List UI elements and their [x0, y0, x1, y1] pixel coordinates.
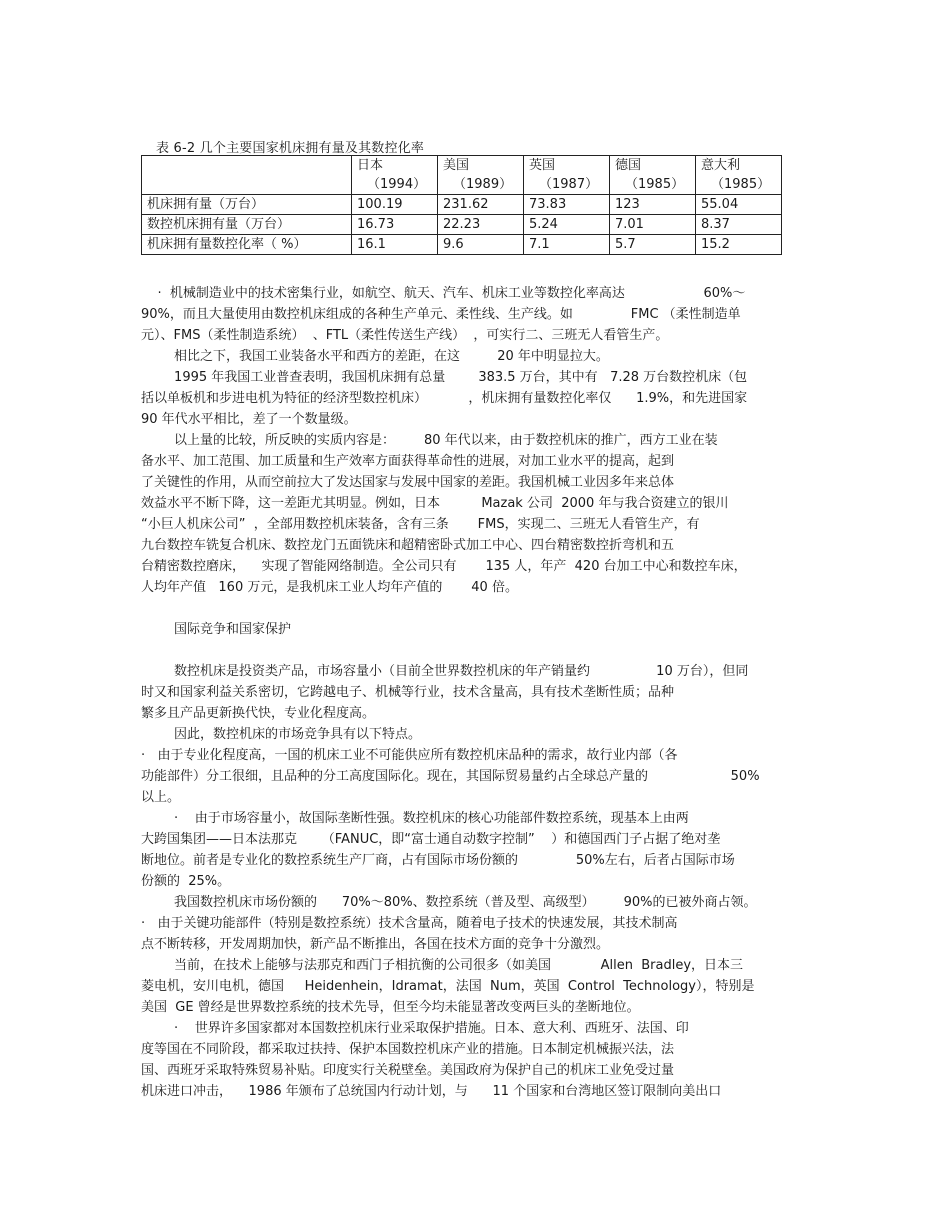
header-country: 美国 — [443, 158, 470, 173]
text-line: 国、西班牙采取特殊贸易补贴。印度实行关税壁垒。美国政府为保护自己的机床工业免受过量 — [141, 1063, 675, 1078]
table-cell: 231.62 — [438, 195, 524, 215]
table-header-cell — [352, 156, 438, 195]
table-corner-cell — [142, 156, 352, 195]
header-country: 德国 — [615, 158, 642, 173]
text-line: 90%，而且大量使用由数控机床组成的各种生产单元、柔性线、生产线。如 FMC （柔性制造单 — [141, 307, 741, 322]
table-cell: 8.37 — [696, 215, 782, 235]
text-line: 人均年产值 160 万元，是我机床工业人均年产值的 40 倍。 — [141, 580, 518, 595]
table-cell: 16.1 — [352, 235, 438, 255]
header-year: （1985） — [625, 177, 685, 192]
table-header-cell — [524, 156, 610, 195]
text-line: 机床进口冲击， 1986 年颁布了总统国内行动计划，与 11 个国家和台湾地区签订限制向美出口 — [141, 1084, 722, 1099]
row-label: 数控机床拥有量（万台） — [142, 215, 352, 235]
table-cell: 22.23 — [438, 215, 524, 235]
text-line: “小巨人机床公司” ，全部用数控机床装备，含有三条 FMS，实现二、三班无人看管生产，有 — [141, 517, 700, 532]
table-cell: 7.01 — [610, 215, 696, 235]
text-line: 当前，在技术上能够与法那克和西门子相抗衡的公司很多（如美国 Allen Bradley，日本三 — [141, 958, 744, 973]
table-header-row — [142, 156, 782, 195]
header-year: （1985） — [711, 177, 771, 192]
spacer — [141, 640, 811, 661]
text-line: 1995 年我国工业普查表明，我国机床拥有总量 383.5 万台，其中有 7.28 万台数控机床（包 — [141, 370, 748, 385]
text-line: 因此，数控机床的市场竞争具有以下特点。 — [141, 727, 422, 742]
text-line: 美国 GE 曾经是世界数控系统的技术先导，但至今均未能显著改变两巨头的垄断地位。 — [141, 1000, 640, 1015]
text-line: 繁多且产品更新换代快，专业化程度高。 — [141, 706, 376, 721]
text-line: 时又和国家利益关系密切，它跨越电子、机械等行业，技术含量高，具有技术垄断性质；品种 — [141, 685, 675, 700]
machine-tool-table — [141, 155, 782, 255]
row-label: 机床拥有量（万台） — [142, 195, 352, 215]
text-line: 我国数控机床市场份额的 70%～80%、数控系统（普及型、高级型） 90%的已被外商占领。 — [141, 895, 757, 910]
text-line: · 由于专业化程度高，一国的机床工业不可能供应所有数控机床品种的需求，故行业内部（各 — [141, 748, 678, 763]
text-line: 台精密数控磨床， 实现了智能网络制造。全公司只有 135 人，年产 420 台加工中心和数控车床， — [141, 559, 747, 574]
table-cell: 9.6 — [438, 235, 524, 255]
table-header-cell — [610, 156, 696, 195]
table-cell: 100.19 — [352, 195, 438, 215]
text-line: 相比之下，我国工业装备水平和西方的差距，在这 20 年中明显拉大。 — [141, 349, 609, 364]
text-line: 括以单板机和步进电机为特征的经济型数控机床） ，机床拥有量数控化率仅 1.9%，和先进国家 — [141, 391, 748, 406]
text-line: 菱电机，安川电机，德国 Heidenhein，Idramat，法国 Num，英国 Control Technology），特别是 — [141, 979, 755, 994]
table-cell: 123 — [610, 195, 696, 215]
header-country: 英国 — [529, 158, 556, 173]
text-line: · 机械制造业中的技术密集行业，如航空、航天、汽车、机床工业等数控化率高达 60%～ — [141, 286, 746, 301]
text-line: 大跨国集团——日本法那克 （FANUC，即“富士通自动数字控制” ）和德国西门子占据了绝对垄 — [141, 832, 721, 847]
text-line: 点不断转移，开发周期加快，新产品不断推出，各国在技术方面的竞争十分激烈。 — [141, 937, 610, 952]
table-header-cell — [438, 156, 524, 195]
text-line: · 由于关键功能部件（特别是数控系统）技术含量高，随着电子技术的快速发展，其技术制高 — [141, 916, 678, 931]
table-cell: 73.83 — [524, 195, 610, 215]
text-line: 元）、FMS（柔性制造系统） 、FTL（柔性传送生产线） ，可实行二、三班无人看管生产。 — [141, 328, 669, 343]
text-line: 度等国在不同阶段，都采取过扶持、保护本国数控机床产业的措施。日本制定机械振兴法，法 — [141, 1042, 675, 1057]
text-line: 断地位。前者是专业化的数控系统生产厂商，占有国际市场份额的 50%左右，后者占国际市场 — [141, 853, 735, 868]
table-row — [142, 215, 782, 235]
text-line: 效益水平不断下降，这一差距尤其明显。例如，日本 Mazak 公司 2000 年与我合资建立的银川 — [141, 496, 729, 511]
table-cell: 7.1 — [524, 235, 610, 255]
text-line: 以上量的比较，所反映的实质内容是： 80 年代以来，由于数控机床的推广，西方工业在装 — [141, 433, 718, 448]
table-cell: 16.73 — [352, 215, 438, 235]
text-line: 九台数控车铣复合机床、数控龙门五面铣床和超精密卧式加工中心、四台精密数控折弯机和五 — [141, 538, 675, 553]
table-row — [142, 235, 782, 255]
header-year: （1987） — [539, 177, 599, 192]
header-year: （1994） — [367, 177, 427, 192]
row-label: 机床拥有量数控化率（ %） — [142, 235, 352, 255]
text-line: 90 年代水平相比，差了一个数量级。 — [141, 412, 357, 427]
table-cell: 5.24 — [524, 215, 610, 235]
text-line: 功能部件）分工很细，且品种的分工高度国际化。现在，其国际贸易量约占全球总产量的 50% — [141, 769, 760, 784]
table-cell: 15.2 — [696, 235, 782, 255]
table-caption: 表 6-2 几个主要国家机床拥有量及其数控化率 — [156, 141, 425, 156]
section-heading: 国际竞争和国家保护 — [141, 622, 292, 637]
text-line: · 由于市场容量小，故国际垄断性强。数控机床的核心功能部件数控系统，现基本上由两 — [141, 811, 689, 826]
header-country: 日本 — [357, 158, 384, 173]
table-cell: 5.7 — [610, 235, 696, 255]
header-country: 意大利 — [701, 158, 741, 173]
text-line: 了关键性的作用，从而空前拉大了发达国家与发展中国家的差距。我国机械工业因多年来总体 — [141, 475, 675, 490]
table-cell: 55.04 — [696, 195, 782, 215]
body-text — [141, 283, 811, 1102]
text-line: 以上。 — [141, 790, 181, 805]
text-line: 份额的 25%。 — [141, 874, 231, 889]
text-line: · 世界许多国家都对本国数控机床行业采取保护措施。日本、意大利、西班牙、法国、印 — [141, 1021, 689, 1036]
spacer — [141, 598, 811, 619]
header-year: （1989） — [453, 177, 513, 192]
table-header-cell — [696, 156, 782, 195]
text-line: 备水平、加工范围、加工质量和生产效率方面获得革命性的进展，对加工业水平的提高，起到 — [141, 454, 675, 469]
table-row — [142, 195, 782, 215]
text-line: 数控机床是投资类产品，市场容量小（目前全世界数控机床的年产销量约 10 万台），但同 — [141, 664, 749, 679]
